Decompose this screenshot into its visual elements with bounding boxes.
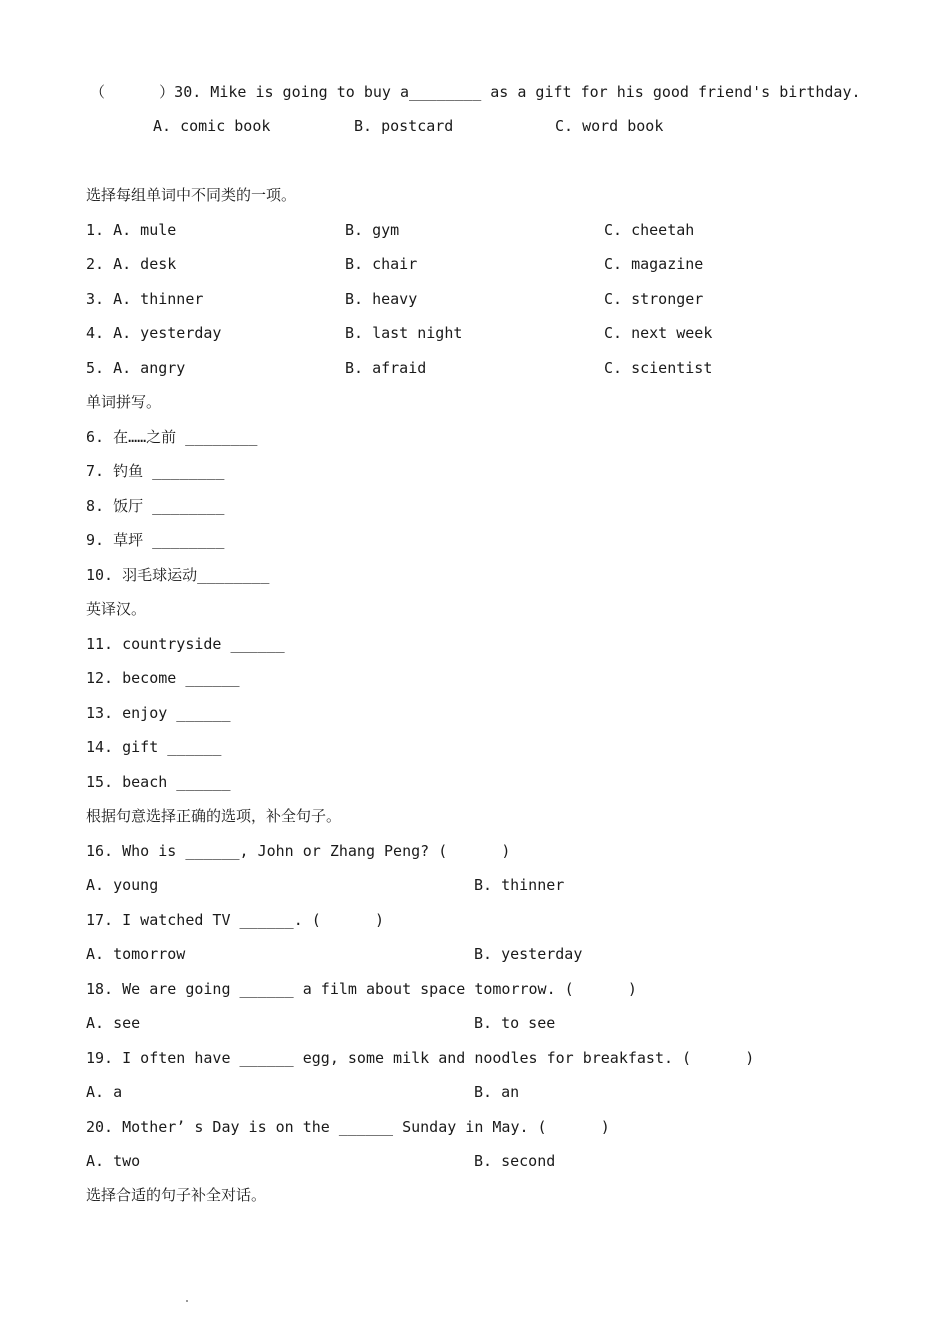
odd-row-1-a: 1. A. mule (86, 221, 177, 239)
option-c: C. word book (555, 117, 664, 135)
choice-q20-b: B. second (474, 1152, 556, 1170)
odd-row-4-c: C. next week (604, 324, 713, 342)
odd-row-3-c: C. stronger (604, 290, 704, 308)
spelling-item-10: 10. 羽毛球运动________ (86, 566, 270, 584)
choice-q20-a: A. two (86, 1152, 141, 1170)
choice-q19-b: B. an (474, 1083, 520, 1101)
odd-row-4-a: 4. A. yesterday (86, 324, 222, 342)
odd-row-1-b: B. gym (345, 221, 400, 239)
odd-row-3-a: 3. A. thinner (86, 290, 204, 308)
choice-q17-stem: 17. I watched TV ______. ( ) (86, 911, 385, 929)
choice-q17-b: B. yesterday (474, 945, 583, 963)
option-a: A. comic book (153, 117, 271, 135)
odd-row-5-b: B. afraid (345, 359, 427, 377)
choice-q20-stem: 20. Mother’ s Day is on the ______ Sunday in May. ( ) (86, 1118, 610, 1136)
section-heading-spelling: 单词拼写。 (86, 393, 162, 411)
spelling-item-9: 9. 草坪 ________ (86, 531, 225, 549)
odd-row-1-c: C. cheetah (604, 221, 695, 239)
translation-item-13: 13. enjoy ______ (86, 704, 231, 722)
option-b: B. postcard (354, 117, 454, 135)
translation-item-11: 11. countryside ______ (86, 635, 285, 653)
section-heading-translation: 英译汉。 (86, 600, 147, 618)
spelling-item-6: 6. 在……之前 ________ (86, 428, 258, 446)
section-heading-choice: 根据句意选择正确的选项，补全句子。 (86, 807, 342, 825)
odd-row-5-c: C. scientist (604, 359, 713, 377)
choice-q19-a: A. a (86, 1083, 123, 1101)
odd-row-3-b: B. heavy (345, 290, 418, 308)
choice-q16-b: B. thinner (474, 876, 565, 894)
choice-q18-stem: 18. We are going ______ a film about space tomorrow. ( ) (86, 980, 637, 998)
spelling-item-8: 8. 饭厅 ________ (86, 497, 225, 515)
choice-q18-a: A. see (86, 1014, 141, 1032)
translation-item-14: 14. gift ______ (86, 738, 222, 756)
choice-q17-a: A. tomorrow (86, 945, 186, 963)
odd-row-4-b: B. last night (345, 324, 463, 342)
odd-row-2-b: B. chair (345, 255, 418, 273)
choice-q16-stem: 16. Who is ______, John or Zhang Peng? ( ) (86, 842, 511, 860)
choice-q19-stem: 19. I often have ______ egg, some milk and noodles for breakfast. ( ) (86, 1049, 755, 1067)
section-heading-dialog: 选择合适的句子补全对话。 (86, 1186, 267, 1204)
choice-q16-a: A. young (86, 876, 159, 894)
question-30-stem: （ ）30. Mike is going to buy a________ as a gift for his good friend's birthday. (90, 83, 861, 101)
spelling-item-7: 7. 钓鱼 ________ (86, 462, 225, 480)
odd-row-2-a: 2. A. desk (86, 255, 177, 273)
page-speck (186, 1300, 188, 1302)
translation-item-12: 12. become ______ (86, 669, 240, 687)
section-heading-odd-one-out: 选择每组单词中不同类的一项。 (86, 186, 297, 204)
translation-item-15: 15. beach ______ (86, 773, 231, 791)
choice-q18-b: B. to see (474, 1014, 556, 1032)
odd-row-5-a: 5. A. angry (86, 359, 186, 377)
odd-row-2-c: C. magazine (604, 255, 704, 273)
